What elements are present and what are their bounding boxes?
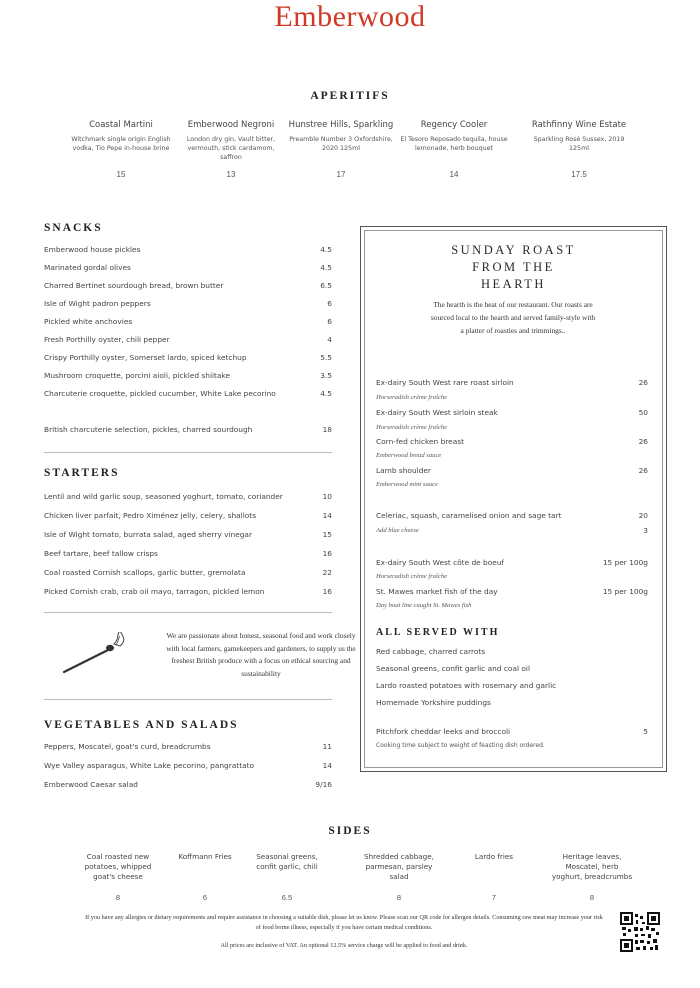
item-name: Mushroom croquette, porcini aioli, pickled shiitake bbox=[44, 371, 231, 380]
item-price: 18 bbox=[322, 425, 332, 434]
roast-extra bbox=[376, 727, 648, 736]
roast-item bbox=[376, 558, 648, 567]
item-name: Ex-dairy South West côte de boeuf bbox=[376, 558, 505, 567]
aperitif-item bbox=[176, 120, 286, 162]
side-price: 8 bbox=[115, 893, 121, 902]
side-price: 8 bbox=[589, 893, 595, 902]
aperitif-item bbox=[399, 120, 509, 153]
side-item: Seasonal greens, confit garlic, chili bbox=[256, 852, 318, 871]
qr-code-icon[interactable] bbox=[620, 912, 660, 952]
item-price: 11 bbox=[322, 742, 332, 751]
item-price: 3.5 bbox=[320, 371, 332, 380]
item-price: 4 bbox=[327, 335, 332, 344]
menu-item bbox=[44, 371, 332, 380]
item-name: Lamb shoulder bbox=[376, 466, 431, 475]
item-name: Pickled white anchovies bbox=[44, 317, 133, 326]
roast-title bbox=[360, 242, 667, 293]
side-price: 6 bbox=[202, 893, 208, 902]
roast-item-sub: Horseradish crème fraîche bbox=[376, 394, 448, 401]
item-name: Ex-dairy South West rare roast sirloin bbox=[376, 378, 514, 387]
item-name: Pitchfork cheddar leeks and broccoli bbox=[376, 727, 511, 736]
menu-item bbox=[44, 425, 332, 434]
item-price: 26 bbox=[638, 437, 648, 446]
item-name: Isle of Wight tomato, burrata salad, aged sherry vinegar bbox=[44, 530, 252, 539]
item-price: 3 bbox=[643, 526, 648, 535]
side-item: Lardo fries bbox=[474, 852, 514, 861]
aperitif-name: Regency Cooler bbox=[420, 120, 488, 130]
item-price: 26 bbox=[638, 378, 648, 387]
aperitif-price: 13 bbox=[226, 170, 236, 179]
side-item: Koffmann Fries bbox=[178, 852, 232, 861]
roast-item bbox=[376, 587, 648, 596]
roast-title-line: HEARTH bbox=[481, 277, 546, 291]
item-price: 15 per 100g bbox=[602, 558, 648, 567]
menu-item bbox=[44, 587, 332, 596]
served-item: Homemade Yorkshire puddings bbox=[376, 698, 491, 707]
aperitif-item bbox=[286, 120, 396, 153]
menu-item bbox=[44, 742, 332, 751]
roast-title-line: SUNDAY ROAST bbox=[451, 243, 576, 257]
matchstick-flame-icon bbox=[58, 632, 128, 680]
aperitif-desc: Witchmark single origin English vodka, Tio Pepe in-house brine bbox=[71, 136, 171, 152]
menu-item bbox=[44, 353, 332, 362]
vegetables-title: VEGETABLES AND SALADS bbox=[44, 719, 239, 731]
divider bbox=[44, 699, 332, 700]
roast-item-sub: Horseradish crème fraîche bbox=[376, 424, 448, 431]
starters-title: STARTERS bbox=[44, 467, 120, 479]
item-name: Corn-fed chicken breast bbox=[376, 437, 464, 446]
item-name: Crispy Porthilly oyster, Somerset lardo, spiced ketchup bbox=[44, 353, 247, 362]
roast-item bbox=[376, 437, 648, 446]
aperitif-desc: London dry gin, Vault bitter, vermouth, stick cardamom, saffron bbox=[186, 136, 276, 161]
item-name: Isle of Wight padron peppers bbox=[44, 299, 151, 308]
menu-item bbox=[44, 281, 332, 290]
item-name: Lentil and wild garlic soup, seasoned yoghurt, tomato, coriander bbox=[44, 492, 283, 501]
aperitif-name: Rathfinny Wine Estate bbox=[531, 120, 627, 130]
menu-item bbox=[44, 549, 332, 558]
menu-item bbox=[44, 317, 332, 326]
item-name: Wye Valley asparagus, White Lake pecorino, pangrattato bbox=[44, 761, 255, 770]
menu-item bbox=[44, 568, 332, 577]
item-price: 5 bbox=[643, 727, 648, 736]
menu-item bbox=[44, 530, 332, 539]
item-name: Ex-dairy South West sirloin steak bbox=[376, 408, 498, 417]
aperitif-price: 15 bbox=[116, 170, 126, 179]
item-price: 20 bbox=[638, 511, 648, 520]
item-name: British charcuterie selection, pickles, charred sourdough bbox=[44, 425, 253, 434]
roast-item-sub: Day boat line caught St. Mawes fish bbox=[376, 602, 472, 609]
aperitif-price: 17.5 bbox=[571, 170, 587, 179]
item-name: Celeriac, squash, caramelised onion and sage tart bbox=[376, 511, 562, 520]
side-item: Heritage leaves, Moscatel, herb yoghurt, breadcrumbs bbox=[551, 852, 633, 881]
item-name: Coal roasted Cornish scallops, garlic butter, gremolata bbox=[44, 568, 246, 577]
aperitif-desc: Preamble Number 3 Oxfordshire, 2020 125ml bbox=[289, 136, 393, 152]
aperitifs-title: APERITIFS bbox=[310, 90, 390, 102]
item-price: 22 bbox=[322, 568, 332, 577]
snacks-title: SNACKS bbox=[44, 222, 103, 234]
item-price: 4.5 bbox=[320, 245, 332, 254]
item-price: 15 per 100g bbox=[602, 587, 648, 596]
item-price: 50 bbox=[638, 408, 648, 417]
served-with-title: ALL SERVED WITH bbox=[376, 627, 500, 638]
roast-intro: The hearth is the heat of our restaurant. Our roasts are sourced local to the hearth and served family-style with a platter of roasties and trimmings.. bbox=[430, 300, 596, 335]
aperitif-item bbox=[524, 120, 634, 153]
roast-note: Cooking time subject to weight of feasting dish ordered. bbox=[376, 742, 545, 749]
item-name: Chicken liver parfait, Pedro Ximénez jelly, celery, shallots bbox=[44, 511, 257, 520]
sides-title: SIDES bbox=[328, 825, 372, 837]
roast-title-line: FROM THE bbox=[472, 260, 555, 274]
side-price: 6.5 bbox=[281, 893, 293, 902]
item-name: Peppers, Moscatel, goat's curd, breadcrumbs bbox=[44, 742, 211, 751]
served-item: Red cabbage, charred carrots bbox=[376, 647, 486, 656]
vat-notice: All prices are inclusive of VAT. An optional 12.5% service charge will be applied to food and drink. bbox=[220, 942, 468, 949]
served-item: Seasonal greens, confit garlic and coal oil bbox=[376, 664, 530, 673]
roast-item-sub: Add blue cheese bbox=[376, 527, 419, 534]
menu-item bbox=[44, 492, 332, 501]
roast-item bbox=[376, 511, 648, 520]
allergy-notice: If you have any allergies or dietary requirements and require assistance in choosing a suitable dish, please let us know. Please scan our QR code for allergen details. Consuming raw meat may increase your risk of food borne illness, especially if you have certain medical conditions. bbox=[85, 914, 603, 931]
item-price: 4.5 bbox=[320, 263, 332, 272]
aperitif-name: Hunstree Hills, Sparkling bbox=[288, 120, 394, 130]
menu-item bbox=[44, 335, 332, 344]
item-price: 16 bbox=[322, 587, 332, 596]
aperitif-desc: Sparkling Rosé Sussex, 2019 125ml bbox=[533, 136, 625, 152]
aperitif-price: 17 bbox=[336, 170, 346, 179]
aperitif-desc: El Tesoro Reposado tequila, house lemonade, herb bouquet bbox=[400, 136, 508, 152]
item-name: St. Mawes market fish of the day bbox=[376, 587, 498, 596]
item-price: 15 bbox=[322, 530, 332, 539]
item-price: 6.5 bbox=[320, 281, 332, 290]
roast-item bbox=[376, 466, 648, 475]
item-name: Charred Bertinet sourdough bread, brown butter bbox=[44, 281, 224, 290]
roast-item-sub: Emberwood bread sauce bbox=[376, 452, 442, 459]
item-price: 4.5 bbox=[320, 389, 332, 398]
item-name: Picked Cornish crab, crab oil mayo, tarragon, pickled lemon bbox=[44, 587, 265, 596]
item-price: 6 bbox=[327, 317, 332, 326]
item-price: 14 bbox=[322, 511, 332, 520]
menu-item bbox=[44, 299, 332, 308]
divider bbox=[44, 452, 332, 453]
item-name: Emberwood house pickles bbox=[44, 245, 141, 254]
side-item: Coal roasted new potatoes, whipped goat's cheese bbox=[84, 852, 152, 881]
roast-item bbox=[376, 378, 648, 387]
item-price: 16 bbox=[322, 549, 332, 558]
aperitif-item bbox=[66, 120, 176, 153]
roast-item bbox=[376, 408, 648, 417]
item-name: Beef tartare, beef tallow crisps bbox=[44, 549, 158, 558]
item-price: 10 bbox=[322, 492, 332, 501]
side-price: 7 bbox=[491, 893, 497, 902]
divider bbox=[44, 612, 332, 613]
item-price: 14 bbox=[322, 761, 332, 770]
menu-item bbox=[44, 761, 332, 770]
item-price: 9/16 bbox=[315, 780, 332, 789]
item-name: Marinated gordal olives bbox=[44, 263, 131, 272]
item-name: Charcuterie croquette, pickled cucumber, White Lake pecorino bbox=[44, 389, 276, 398]
item-name: Fresh Porthilly oyster, chili pepper bbox=[44, 335, 170, 344]
aperitif-name: Emberwood Negroni bbox=[187, 120, 275, 130]
side-item: Shredded cabbage, parmesan, parsley salad bbox=[364, 852, 434, 881]
menu-item bbox=[44, 389, 332, 398]
about-text: We are passionate about honest, seasonal food and work closely with local farmers, gamekeepers and gardeners, to supply us the freshest British produce with a focus on ethical sourcing and sustainability bbox=[166, 631, 356, 678]
item-price: 5.5 bbox=[320, 353, 332, 362]
item-price: 26 bbox=[638, 466, 648, 475]
menu-item bbox=[44, 245, 332, 254]
brand-logo: Emberwood bbox=[274, 0, 426, 33]
served-item: Lardo roasted potatoes with rosemary and garlic bbox=[376, 681, 557, 690]
menu-item bbox=[44, 263, 332, 272]
side-price: 8 bbox=[396, 893, 402, 902]
item-name: Emberwood Caesar salad bbox=[44, 780, 138, 789]
menu-item bbox=[44, 511, 332, 520]
aperitif-price: 14 bbox=[449, 170, 459, 179]
roast-item-sub: Emberwood mint sauce bbox=[376, 481, 438, 488]
menu-item bbox=[44, 780, 332, 789]
item-price: 6 bbox=[327, 299, 332, 308]
roast-item-sub: Horseradish crème fraîche bbox=[376, 573, 448, 580]
aperitif-name: Coastal Martini bbox=[89, 120, 153, 130]
